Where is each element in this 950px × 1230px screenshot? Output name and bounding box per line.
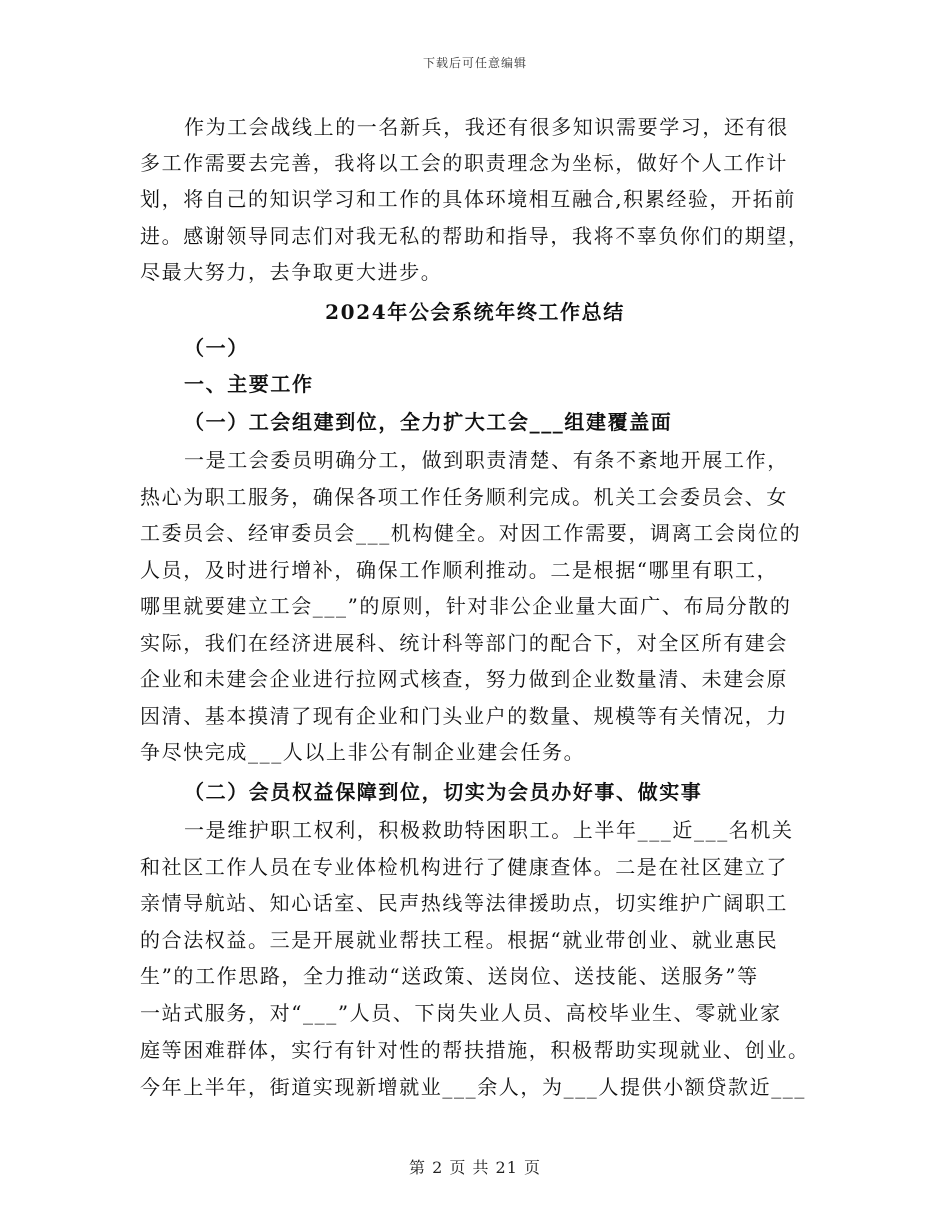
- paragraph-line: 进。感谢领导同志们对我无私的帮助和指导，我将不辜负你们的期望，: [140, 224, 810, 248]
- section-number: （一）: [184, 336, 249, 360]
- paragraph-line: 的合法权益。三是开展就业帮扶工程。根据“就业带创业、就业惠民: [140, 928, 779, 952]
- page-header-note: 下载后可任意编辑: [422, 56, 527, 70]
- paragraph-line: 划，将自己的知识学习和工作的具体环境相互融合,积累经验，开拓前: [140, 187, 796, 211]
- paragraph-line: 实际，我们在经济进展科、统计科等部门的配合下，对全区所有建会: [140, 631, 788, 655]
- page-number-footer: 第 2 页 共 21 页: [409, 1158, 541, 1177]
- paragraph-line: 亲情导航站、知心话室、民声热线等法律援助点，切实维护广阔职工: [140, 891, 788, 915]
- paragraph-line: 争尽快完成___人以上非公有制企业建会任务。: [140, 740, 586, 764]
- paragraph-line: 因清、基本摸清了现有企业和门头业户的数量、规模等有关情况，力: [140, 704, 788, 728]
- paragraph-line: 尽最大努力，去争取更大进步。: [140, 260, 443, 284]
- section-heading: 一、主要工作: [184, 372, 314, 396]
- paragraph-line: 一站式服务，对“___”人员、下岗失业人员、高校毕业生、零就业家: [140, 1001, 782, 1025]
- paragraph-line: 哪里就要建立工会___”的原则，针对非公企业量大面广、布局分散的: [140, 594, 792, 618]
- paragraph-line: 一是工会委员明确分工，做到职责清楚、有条不紊地开展工作，: [184, 448, 789, 472]
- paragraph-line: 庭等困难群体，实行有针对性的帮扶措施，积极帮助实现就业、创业。: [140, 1038, 810, 1062]
- subsection-heading: （二）会员权益保障到位，切实为会员办好事、做实事: [184, 780, 703, 804]
- paragraph-line: 企业和未建会企业进行拉网式核查，努力做到企业数量清、未建会原: [140, 667, 788, 691]
- paragraph-line: 和社区工作人员在专业体检机构进行了健康查体。二是在社区建立了: [140, 855, 788, 879]
- subsection-heading: （一）工会组建到位，全力扩大工会___组建覆盖面: [184, 410, 673, 434]
- paragraph-line: 今年上半年，街道实现新增就业___余人，为___人提供小额贷款近___: [140, 1075, 806, 1099]
- paragraph-line: 热心为职工服务，确保各项工作任务顺利完成。机关工会委员会、女: [140, 485, 788, 509]
- paragraph-line: 工委员会、经审委员会___机构健全。对因工作需要，调离工会岗位的: [140, 521, 802, 545]
- paragraph-line: 一是维护职工权利，积极救助特困职工。上半年___近___名机关: [184, 818, 794, 842]
- document-title: 2024年公会系统年终工作总结: [325, 300, 625, 324]
- paragraph-line: 生”的工作思路，全力推动“送政策、送岗位、送技能、送服务”等: [140, 964, 759, 988]
- paragraph-line: 人员，及时进行增补，确保工作顺利推动。二是根据“哪里有职工，: [140, 558, 779, 582]
- paragraph-line: 作为工会战线上的一名新兵，我还有很多知识需要学习，还有很: [184, 115, 789, 139]
- paragraph-line: 多工作需要去完善，我将以工会的职责理念为坐标，做好个人工作计: [140, 151, 788, 175]
